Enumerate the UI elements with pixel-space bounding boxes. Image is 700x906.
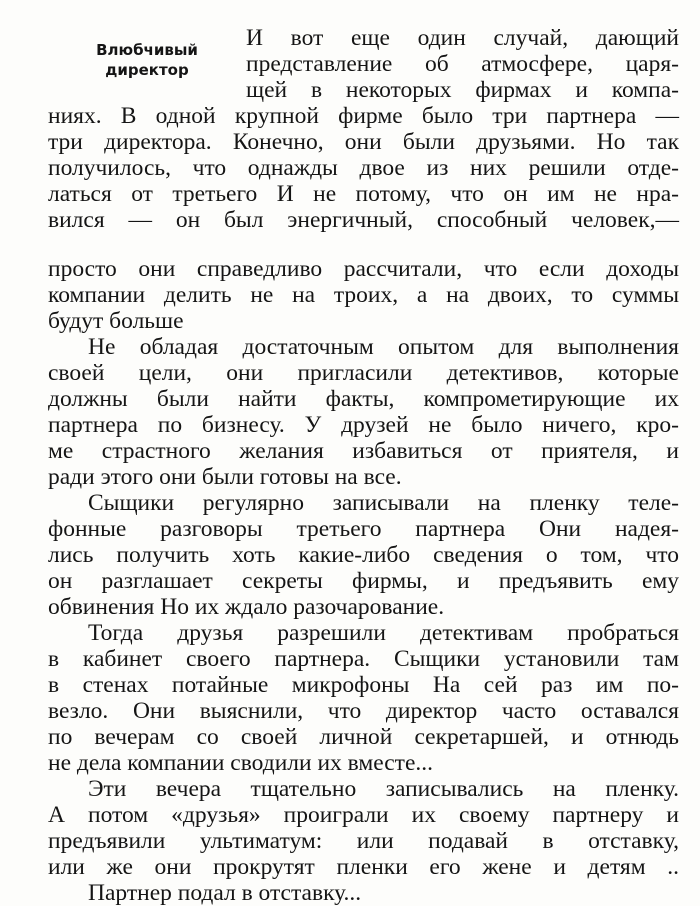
text-line: фонные разговоры третьего партнера Они надея- [48, 516, 679, 542]
text-line: должны были найти факты, компрометирующие их [48, 386, 679, 412]
text-line: везло. Они выяснили, что директор часто оставался [48, 698, 679, 724]
text-line: обвинения Но их ждало разочарование. [48, 594, 445, 620]
text-line: предъявили ультиматум: или подавай в отставку, [48, 828, 679, 854]
text-line: или же они прокрутят пленки его жене и детям .. [48, 854, 679, 880]
text-line: ради этого они были готовы на все. [48, 464, 402, 490]
text-line: по вечерам со своей личной секретаршей, и отнюдь [48, 724, 679, 750]
text-line: Сыщики регулярно записывали на пленку теле- [88, 490, 679, 516]
text-line: щей в некоторых фирмах и компа- [246, 77, 679, 103]
text-line: будут больше [48, 308, 184, 334]
text-line: представление об атмосфере, царя- [246, 51, 679, 77]
margin-heading [82, 40, 212, 80]
text-line: ниях. В одной крупной фирме было три партнера — [48, 103, 679, 129]
text-line: компании делить не на троих, а на двоих, то суммы [48, 282, 679, 308]
text-line: своей цели, они пригласили детективов, которые [48, 360, 679, 386]
text-line: Тогда друзья разрешили детективам пробраться [88, 620, 679, 646]
text-line: в стенах потайные микрофоны На сей раз им по- [48, 672, 679, 698]
text-line: И вот еще один случай, дающий [246, 25, 679, 51]
text-line: в кабинет своего партнера. Сыщики установили там [48, 646, 679, 672]
text-line: вился — он был энергичный, способный человек,— [48, 207, 679, 233]
text-line: получилось, что однажды двое из них решили отде- [48, 155, 679, 181]
text-line: Не обладая достаточным опытом для выполнения [88, 334, 679, 360]
text-line: просто они справедливо рассчитали, что если доходы [48, 256, 679, 282]
text-line: латься от третьего И не потому, что он им не нра- [48, 181, 679, 207]
text-line: партнера по бизнесу. У друзей не было ничего, кро- [48, 412, 679, 438]
text-line: не дела компании сводили их вместе... [48, 750, 433, 776]
text-line: три директора. Конечно, они были друзьями. Но так [48, 129, 679, 155]
text-line: он разглашает секреты фирмы, и предъявить ему [48, 568, 679, 594]
text-line: Эти вечера тщательно записывались на пленку. [88, 776, 679, 802]
text-line: Партнер подал в отставку... [88, 880, 362, 906]
text-line: лись получить хоть какие-либо сведения о том, что [48, 542, 679, 568]
text-line: ме страстного желания избавиться от приятеля, и [48, 438, 679, 464]
text-line: А потом «друзья» проиграли их своему партнеру и [48, 802, 679, 828]
margin-heading-line-1: Влюбчивый [96, 41, 198, 59]
margin-heading-line-2: директор [105, 61, 189, 79]
